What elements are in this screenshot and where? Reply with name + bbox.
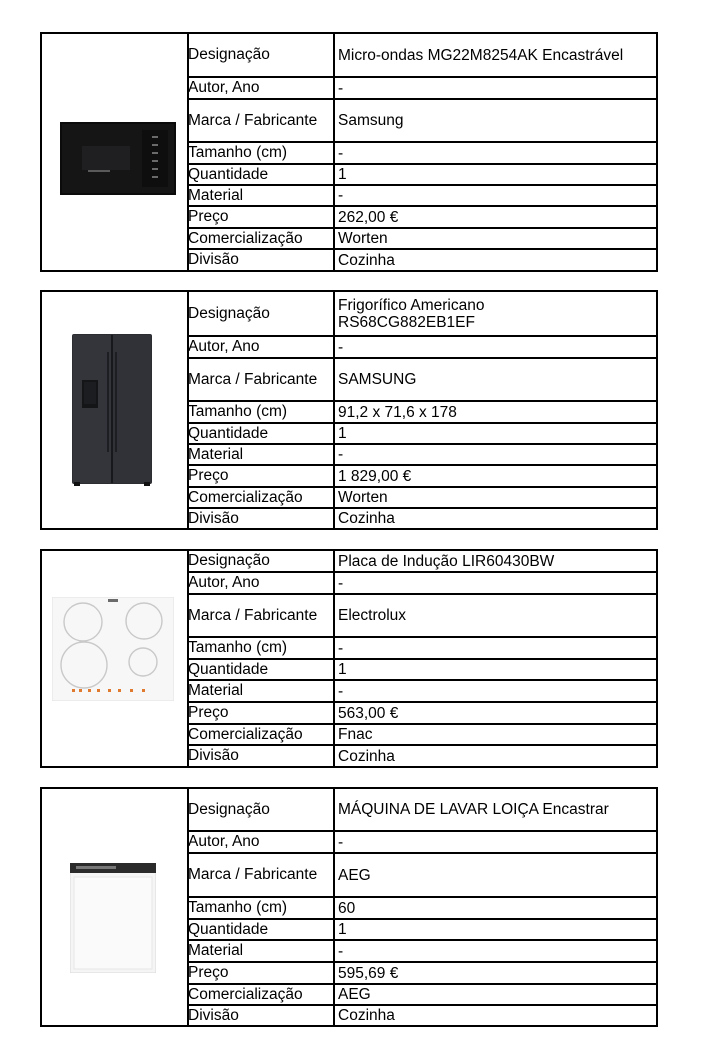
label-autor: Autor, Ano <box>187 573 335 593</box>
label-divisao: Divisão <box>187 509 335 528</box>
row-quantidade <box>187 920 656 941</box>
label-marca: Marca / Fabricante <box>187 595 335 636</box>
row-comercializacao <box>187 985 656 1006</box>
row-marca <box>187 595 656 638</box>
value-preco: 1 829,00 € <box>338 467 412 485</box>
value-autor: - <box>338 574 344 592</box>
value-comercializacao: Fnac <box>338 726 373 743</box>
row-preco <box>187 963 656 985</box>
dishwasher-image <box>70 863 156 973</box>
row-quantidade <box>187 424 656 445</box>
row-material <box>187 681 656 703</box>
product-details-table <box>187 34 656 270</box>
row-marca <box>187 359 656 402</box>
product-details-table <box>187 551 656 766</box>
label-designacao: Designação <box>187 551 335 571</box>
value-material: - <box>338 446 344 463</box>
row-material <box>187 186 656 207</box>
label-marca: Marca / Fabricante <box>187 100 335 141</box>
value-tamanho: - <box>338 144 344 162</box>
row-marca <box>187 100 656 143</box>
label-quantidade: Quantidade <box>187 660 335 679</box>
row-autor <box>187 573 656 595</box>
row-designacao <box>187 789 656 832</box>
row-tamanho <box>187 898 656 920</box>
label-preco: Preço <box>187 466 335 486</box>
value-divisao: Cozinha <box>338 510 395 527</box>
product-image-cell <box>42 34 189 270</box>
row-comercializacao <box>187 725 656 746</box>
value-material: - <box>338 187 344 204</box>
value-preco: 262,00 € <box>338 208 399 226</box>
label-designacao: Designação <box>187 34 335 76</box>
row-divisao <box>187 746 656 766</box>
row-preco <box>187 207 656 229</box>
product-card-4 <box>40 787 658 1027</box>
row-preco <box>187 703 656 725</box>
value-preco: 563,00 € <box>338 704 399 722</box>
row-designacao <box>187 551 656 573</box>
value-comercializacao: AEG <box>338 986 371 1003</box>
value-divisao: Cozinha <box>338 1007 395 1024</box>
product-card-2 <box>40 290 658 530</box>
label-tamanho: Tamanho (cm) <box>187 143 335 163</box>
label-autor: Autor, Ano <box>187 832 335 852</box>
product-card-3 <box>40 549 658 768</box>
label-tamanho: Tamanho (cm) <box>187 638 335 658</box>
row-autor <box>187 78 656 100</box>
label-autor: Autor, Ano <box>187 337 335 357</box>
label-material: Material <box>187 941 335 961</box>
label-designacao: Designação <box>187 789 335 830</box>
value-preco: 595,69 € <box>338 964 399 982</box>
row-autor <box>187 832 656 854</box>
row-quantidade <box>187 165 656 186</box>
value-designacao: Placa de Indução LIR60430BW <box>338 552 555 570</box>
label-quantidade: Quantidade <box>187 424 335 443</box>
value-autor: - <box>338 79 344 97</box>
label-material: Material <box>187 186 335 205</box>
value-autor: - <box>338 338 344 356</box>
row-designacao <box>187 34 656 78</box>
fridge-image <box>72 334 152 486</box>
microwave-image <box>60 122 176 195</box>
row-comercializacao <box>187 488 656 509</box>
product-image-cell <box>42 551 189 766</box>
value-material: - <box>338 942 344 960</box>
label-comercializacao: Comercialização <box>187 985 335 1004</box>
row-material <box>187 941 656 963</box>
label-comercializacao: Comercialização <box>187 229 335 248</box>
label-autor: Autor, Ano <box>187 78 335 98</box>
product-card-1 <box>40 32 658 272</box>
row-divisao <box>187 509 656 528</box>
label-divisao: Divisão <box>187 250 335 270</box>
row-quantidade <box>187 660 656 681</box>
row-tamanho <box>187 402 656 424</box>
value-marca: SAMSUNG <box>338 371 417 388</box>
value-marca: AEG <box>338 866 371 884</box>
row-divisao <box>187 250 656 270</box>
value-marca: Samsung <box>338 112 404 129</box>
value-tamanho: 91,2 x 71,6 x 178 <box>338 403 457 421</box>
row-divisao <box>187 1006 656 1025</box>
label-marca: Marca / Fabricante <box>187 854 335 896</box>
label-tamanho: Tamanho (cm) <box>187 898 335 918</box>
row-designacao <box>187 292 656 337</box>
value-divisao: Cozinha <box>338 747 395 765</box>
value-quantidade: 1 <box>338 661 347 678</box>
value-quantidade: 1 <box>338 166 347 183</box>
label-quantidade: Quantidade <box>187 920 335 939</box>
value-designacao: Frigorífico Americano RS68CG882EB1EF <box>338 296 485 331</box>
label-tamanho: Tamanho (cm) <box>187 402 335 422</box>
value-quantidade: 1 <box>338 425 347 442</box>
label-material: Material <box>187 445 335 464</box>
value-marca: Electrolux <box>338 607 407 624</box>
row-material <box>187 445 656 466</box>
value-tamanho: 60 <box>338 899 356 917</box>
product-image-cell <box>42 292 189 528</box>
product-details-table <box>187 789 656 1025</box>
label-preco: Preço <box>187 207 335 227</box>
label-divisao: Divisão <box>187 1006 335 1025</box>
label-quantidade: Quantidade <box>187 165 335 184</box>
induction-hob-image <box>52 597 174 701</box>
value-autor: - <box>338 833 344 851</box>
label-preco: Preço <box>187 963 335 983</box>
row-marca <box>187 854 656 898</box>
value-tamanho: - <box>338 639 344 657</box>
row-tamanho <box>187 638 656 660</box>
product-details-table <box>187 292 656 528</box>
value-quantidade: 1 <box>338 921 347 938</box>
label-marca: Marca / Fabricante <box>187 359 335 400</box>
row-preco <box>187 466 656 488</box>
value-designacao: Micro-ondas MG22M8254AK Encastrável <box>338 46 624 64</box>
value-comercializacao: Worten <box>338 489 388 506</box>
value-designacao: MÁQUINA DE LAVAR LOIÇA Encastrar <box>338 801 609 818</box>
row-comercializacao <box>187 229 656 250</box>
label-designacao: Designação <box>187 292 335 335</box>
row-tamanho <box>187 143 656 165</box>
value-comercializacao: Worten <box>338 230 388 247</box>
product-image-cell <box>42 789 189 1025</box>
label-material: Material <box>187 681 335 701</box>
label-comercializacao: Comercialização <box>187 725 335 744</box>
label-comercializacao: Comercialização <box>187 488 335 507</box>
label-divisao: Divisão <box>187 746 335 766</box>
label-preco: Preço <box>187 703 335 723</box>
row-autor <box>187 337 656 359</box>
value-material: - <box>338 682 344 700</box>
value-divisao: Cozinha <box>338 251 395 269</box>
